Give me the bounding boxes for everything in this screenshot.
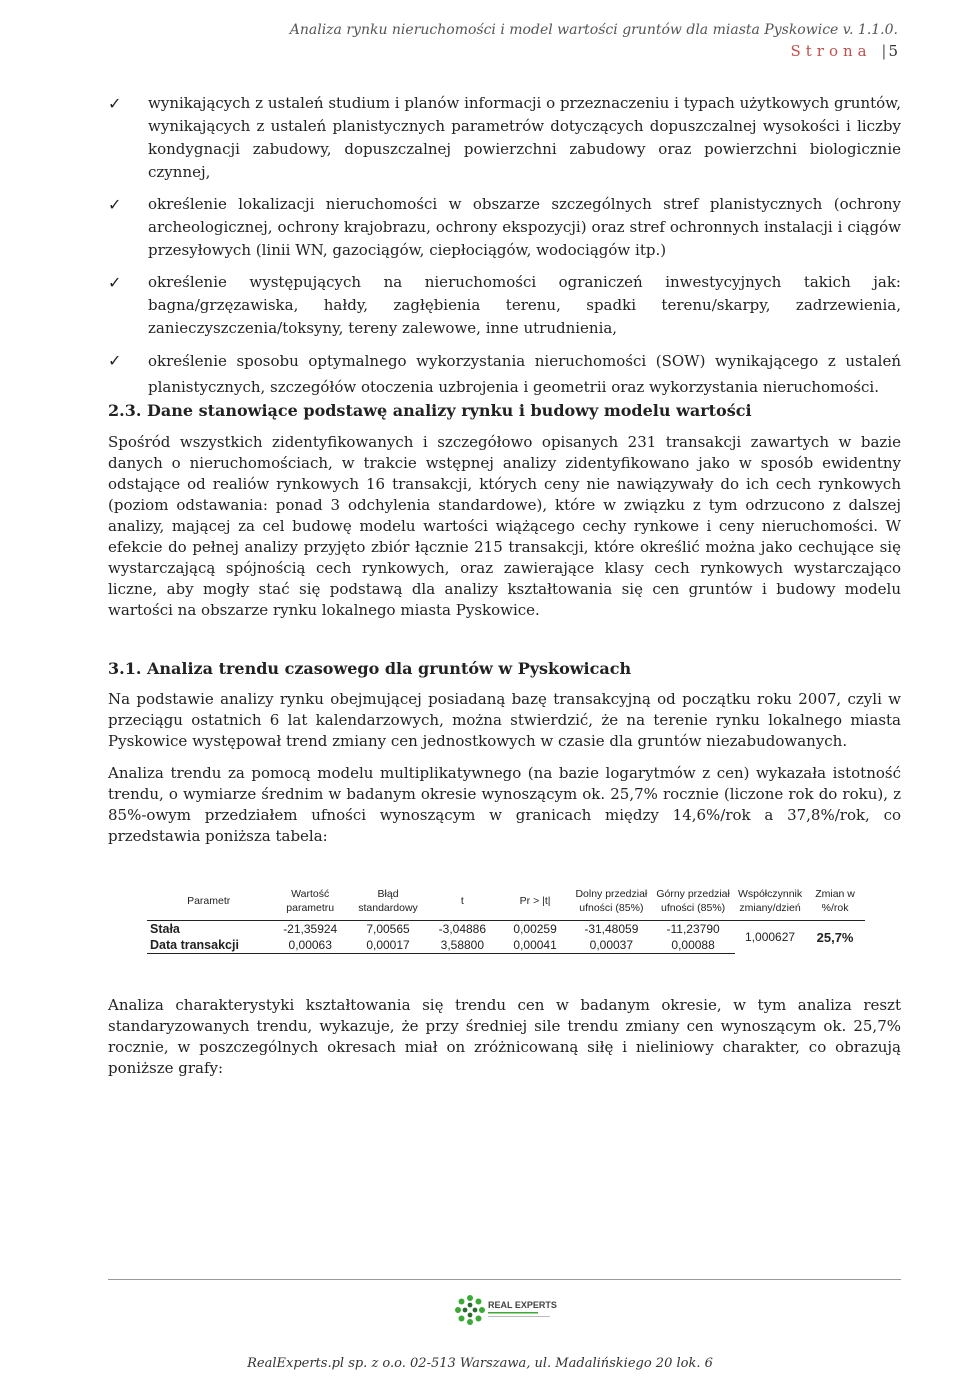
bullet-item (108, 193, 901, 262)
bullet-list (108, 92, 901, 400)
page-word: Strona (790, 42, 872, 60)
table-header-cell: Górny przedział ufności (85%) (651, 882, 735, 921)
bullet-text: określenie lokalizacji nieruchomości w obszarze szczególnych stref planistycznych (ochrony archeologicznej, ochrony krajobrazu, ochrony ekspozycji) oraz stref ochronnych instalacji i ciągów przesyłowych (linii WN, gazociągów, ciepłociągów, wodociągów itp.) (148, 195, 901, 259)
footer-address: RealExperts.pl sp. z o.o. 02-513 Warszawa, ul. Madalińskiego 20 lok. 6 (247, 1356, 713, 1371)
table-header-cell: Dolny przedział ufności (85%) (571, 882, 651, 921)
table-cell: -21,35924 (283, 922, 338, 936)
checkmark-icon: ✓ (108, 273, 122, 292)
table-cell: 7,00565 (366, 922, 410, 936)
bullet-text: określenie występujących na nieruchomości ograniczeń inwestycyjnych takich jak: bagna/grzęzawiska, hałdy, zagłębienia terenu, spadki terenu/skarpy, zadrzewienia, zanieczyszczenia/toksyny, tereny zalewowe, inne utrudnienia, (148, 273, 901, 337)
paragraph-trend-intro: Na podstawie analizy rynku obejmującej posiadaną bazę transakcyjną od początku roku 2007, czyli w przeciągu ostatnich 6 lat kalendarzowych, można stwierdzić, że na terenie rynku lokalnego miasta Pyskowice występował trend zmiany cen jednostkowych w czasie dla gruntów niezabudowanych. (108, 690, 901, 750)
table-cell: 0,00037 (571, 937, 651, 954)
bullet-text: wynikających z ustaleń studium i planów informacji o przeznaczeniu i typach użytkowych gruntów, wynikających z ustaleń planistycznych parametrów dotyczących dopuszczalnej wysokości i liczby kondygnacji zabudowy, dopuszczalnej powierzchni zabudowy oraz powierzchni biologicznie czynnej, (148, 94, 901, 181)
checkmark-icon: ✓ (108, 195, 122, 214)
logo-text: REAL EXPERTS (488, 1300, 557, 1310)
table-cell: -11,23790 (666, 922, 720, 936)
checkmark-icon: ✓ (108, 94, 122, 113)
trend-parameters-table (147, 882, 865, 954)
page-separator: | (881, 42, 887, 60)
bullet-item (108, 348, 901, 400)
bullet-item (108, 271, 901, 340)
table-cell: -3,04886 (438, 922, 487, 936)
bullet-item (108, 92, 901, 184)
change-per-year: 25,7% (816, 929, 854, 945)
row-label: Stała (150, 922, 180, 936)
document-header-title: Analiza rynku nieruchomości i model wartości gruntów dla miasta Pyskowice v. 1.1.0. (289, 22, 898, 38)
table-header-cell: Wartość parametru (270, 882, 350, 921)
bullet-text: określenie sposobu optymalnego wykorzystania nieruchomości (SOW) wynikającego z ustaleń planistycznych, szczegółów otoczenia uzbrojenia i geometrii oraz wykorzystania nieruchomości. (148, 352, 901, 396)
coefficient-per-day: 1,000627 (745, 930, 796, 945)
table-header-cell: Parametr (147, 882, 270, 921)
section-heading-3-1: 3.1. Analiza trendu czasowego dla gruntów w Pyskowicach (108, 659, 632, 678)
table-header-cell: Zmian w %/rok (805, 882, 865, 921)
table-cell: 0,00259 (513, 922, 557, 936)
real-experts-logo (452, 1292, 572, 1336)
section-heading-2-3: 2.3. Dane stanowiące podstawę analizy rynku i budowy modelu wartości (108, 401, 752, 420)
table-cell: -31,48059 (584, 922, 639, 936)
table-cell: 0,00088 (651, 937, 735, 954)
row-label: Data transakcji (147, 937, 270, 954)
table-cell: 3,58800 (426, 937, 499, 954)
table-header-cell: Pr > |t| (499, 882, 572, 921)
table-header-cell: Błąd standardowy (350, 882, 426, 921)
footer-divider (108, 1279, 901, 1280)
paragraph-trend-characteristics: Analiza charakterystyki kształtowania się trendu cen w badanym okresie, w tym analiza reszt standaryzowanych trendu, wykazuje, że przy średniej sile trendu zmiany cen wynoszącym ok. 25,7% rocznie, w poszczególnych okresach miał on zróżnicowaną siłę i nieliniowy charakter, co obrazują poniższe grafy: (108, 996, 901, 1077)
table-header-cell: t (426, 882, 499, 921)
table-cell: 0,00063 (270, 937, 350, 954)
table-cell: 0,00017 (350, 937, 426, 954)
paragraph-trend-analysis: Analiza trendu za pomocą modelu multiplikatywnego (na bazie logarytmów z cen) wykazała istotność trendu, o wymiarze średnim w badanym okresie wynoszącym ok. 25,7% rocznie (liczone rok do roku), z 85%-owym przedziałem ufności wynoszącym w granicach między 14,6%/rok a 37,8%/rok, co przedstawia poniższa tabela: (108, 764, 901, 845)
table-row (147, 921, 865, 938)
page-number: 5 (888, 42, 898, 60)
checkmark-icon: ✓ (108, 351, 122, 370)
table-cell: 0,00041 (499, 937, 572, 954)
page-number-label (791, 42, 899, 60)
section-2-3-text: Spośród wszystkich zidentyfikowanych i szczegółowo opisanych 231 transakcji zawartych w bazie danych o nieruchomościach, w trakcie wstępnej analizy zidentyfikowano jako w sposób ewidentny odstające od realiów rynkowych 16 transakcji, których ceny nie nawiązywały do ich cech rynkowych (poziom odstawania: ponad 3 odchylenia standardowe), które w związku z tym odrzucono z dalszej analizy, mającej za cel budowę modelu wartości wiążącego cechy rynkowe i ceny nieruchomości. W efekcie do pełnej analizy przyjęto zbiór łącznie 215 transakcji, które określić można jako cechujące się wystarczającą spójnością cech rynkowych, oraz zawierające klasy cech rynkowych wystarczająco liczne, aby mogły stać się podstawą dla analizy kształtowania się cen gruntów i budowy modelu wartości na obszarze rynku lokalnego miasta Pyskowice. (108, 433, 901, 619)
table-header-cell: Współczynnik zmiany/dzień (735, 882, 805, 921)
